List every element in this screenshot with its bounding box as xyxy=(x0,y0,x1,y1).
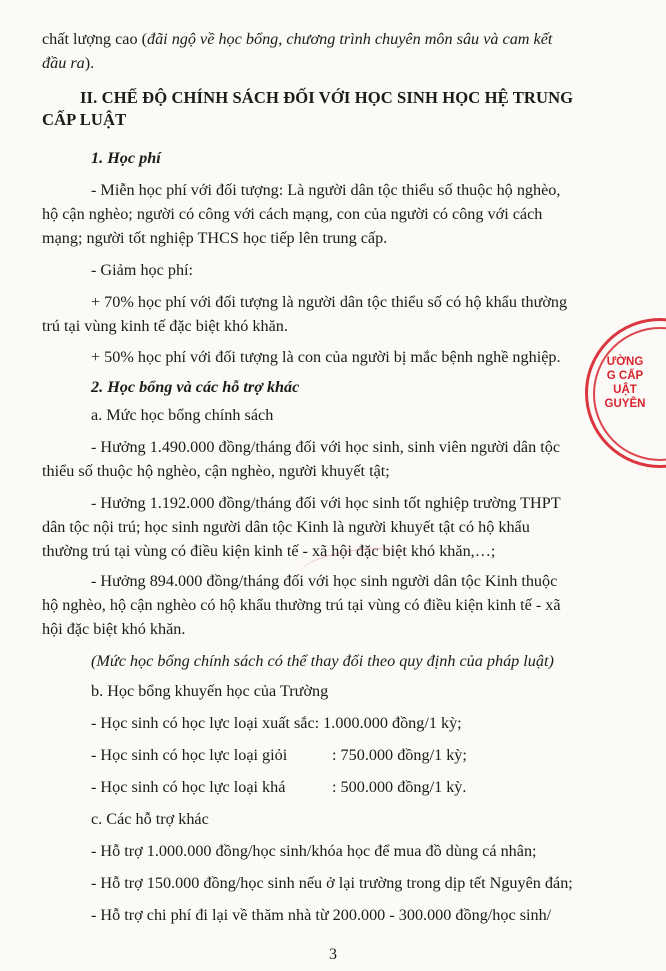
other-heading: c. Các hỗ trợ khác xyxy=(91,810,209,828)
reduce-70-line-2: trú tại vùng kinh tế đặc biệt khó khăn. xyxy=(42,317,288,335)
page-number: 3 xyxy=(329,946,337,963)
policy-3-line-3: hội đặc biệt khó khăn. xyxy=(42,620,186,638)
policy-1-line-2: thiểu số thuộc hộ nghèo, cận nghèo, người khuyết tật; xyxy=(42,462,390,480)
continuation-italic-end: đầu ra xyxy=(42,54,85,72)
reduce-50: + 50% học phí với đối tượng là con của người bị mắc bệnh nghề nghiệp. xyxy=(91,348,561,366)
stamp-text-2: G CẤP xyxy=(606,370,644,382)
policy-3-line-1: - Hưởng 894.000 đồng/tháng đối với học sinh người dân tộc Kinh thuộc xyxy=(91,572,558,590)
section-heading-cont: CẤP LUẬT xyxy=(42,110,127,129)
other-support-1: - Hỗ trợ 1.000.000 đồng/học sinh/khóa học để mua đồ dùng cá nhân; xyxy=(91,842,537,860)
merit-excellent: - Học sinh có học lực loại xuất sắc: 1.000.000 đồng/1 kỳ; xyxy=(91,714,462,732)
scholarship-heading: 2. Học bổng và các hỗ trợ khác xyxy=(91,378,300,396)
exempt-line-3: mạng; người tốt nghiệp THCS học tiếp lên trung cấp. xyxy=(42,229,388,247)
merit-fair-label: - Học sinh có học lực loại khá xyxy=(91,778,286,796)
continuation-italic: đãi ngộ về học bổng, chương trình chuyên môn sâu và cam kết xyxy=(146,30,553,48)
policy-heading: a. Mức học bổng chính sách xyxy=(91,406,274,424)
exempt-line-1: - Miễn học phí với đối tượng: Là người dân tộc thiểu số thuộc hộ nghèo, xyxy=(91,181,561,199)
continuation-line-2 xyxy=(42,53,94,73)
continuation-prefix: chất lượng cao ( xyxy=(42,30,147,48)
continuation-suffix: ). xyxy=(84,54,95,72)
merit-good-label: - Học sinh có học lực loại giỏi xyxy=(91,746,288,764)
other-support-2: - Hỗ trợ 150.000 đồng/học sinh nếu ở lại trường trong dịp tết Nguyên đán; xyxy=(91,874,573,892)
continuation-line-1 xyxy=(42,29,552,49)
policy-3-line-2: hộ nghèo, hộ cận nghèo có hộ khẩu thường trú tại vùng có điều kiện kinh tế - xã xyxy=(42,596,561,614)
stamp-text-1: ƯỜNG xyxy=(606,356,644,368)
stamp-text-4: GUYÊN xyxy=(604,398,646,410)
policy-2-line-3: thường trú tại vùng có điều kiện kinh tế - xã hội đặc biệt khó khăn,…; xyxy=(42,542,496,560)
policy-note: (Mức học bổng chính sách có thể thay đổi theo quy định của pháp luật) xyxy=(91,652,554,670)
section-heading: II. CHẾ ĐỘ CHÍNH SÁCH ĐỐI VỚI HỌC SINH HỌC HỆ TRUNG xyxy=(80,88,574,107)
exempt-line-2: hộ cận nghèo; người có công với cách mạng, con của người có công với cách xyxy=(42,205,543,223)
policy-1-line-1: - Hưởng 1.490.000 đồng/tháng đối với học sinh, sinh viên người dân tộc xyxy=(91,438,561,456)
merit-heading: b. Học bổng khuyến học của Trường xyxy=(91,682,329,700)
merit-good-value: : 750.000 đồng/1 kỳ; xyxy=(332,746,467,764)
tuition-heading: 1. Học phí xyxy=(91,149,161,167)
stamp-text-3: UẬT xyxy=(613,384,637,396)
other-support-3: - Hỗ trợ chi phí đi lại về thăm nhà từ 200.000 - 300.000 đồng/học sinh/ xyxy=(91,906,552,924)
policy-2-line-1: - Hưởng 1.192.000 đồng/tháng đối với học sinh tốt nghiệp trường THPT xyxy=(91,494,561,512)
policy-2-line-2: dân tộc nội trú; học sinh người dân tộc Kinh là người khuyết tật có hộ khẩu xyxy=(42,518,530,536)
reduce-70-line-1: + 70% học phí với đối tượng là người dân tộc thiểu số có hộ khẩu thường xyxy=(91,293,568,311)
reduce-label: - Giảm học phí: xyxy=(91,261,194,279)
merit-fair-value: : 500.000 đồng/1 kỳ. xyxy=(332,778,467,796)
